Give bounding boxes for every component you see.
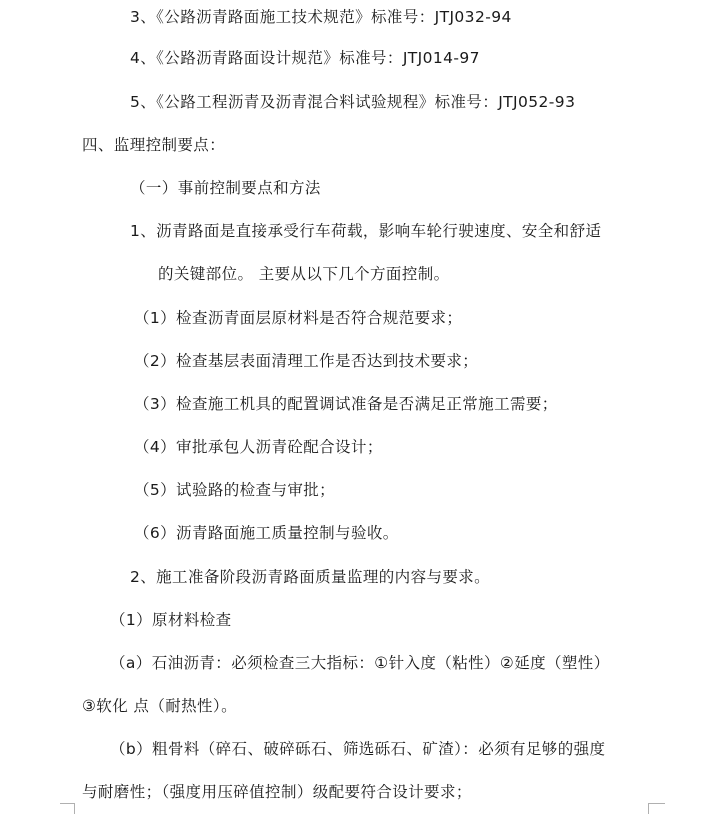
asphalt-item-line-2: ③软化 点（耐热性）。: [82, 697, 237, 715]
page-corner-mark-right: [648, 803, 665, 814]
aggregate-item-line-1: （b）粗骨料（碎石、破碎砾石、筛选砾石、矿渣）：必须有足够的强度: [110, 740, 606, 758]
section-heading: 四、监理控制要点：: [82, 136, 226, 154]
control-item-2: （2）检查基层表面清理工作是否达到技术要求；: [134, 352, 479, 370]
asphalt-item-line-1: （a）石油沥青：必须检查三大指标：①针入度（粘性）②延度（塑性）: [110, 654, 610, 672]
reference-item-4: 4、《公路沥青路面设计规范》标准号：JTJ014-97: [130, 49, 480, 67]
subsection-heading: （一）事前控制要点和方法: [130, 179, 321, 197]
control-item-3: （3）检查施工机具的配置调试准备是否满足正常施工需要；: [134, 395, 558, 413]
control-item-4: （4）审批承包人沥青砼配合设计；: [134, 438, 383, 456]
reference-item-5: 5、《公路工程沥青及沥青混合料试验规程》标准号：JTJ052-93: [130, 93, 576, 111]
reference-item-3: 3、《公路沥青路面施工技术规范》标准号：JTJ032-94: [130, 8, 512, 26]
control-item-5: （5）试验路的检查与审批；: [134, 481, 336, 499]
material-check-heading: （1）原材料检查: [110, 611, 232, 629]
paragraph-2-heading: 2、施工准备阶段沥青路面质量监理的内容与要求。: [130, 568, 491, 586]
control-item-6: （6）沥青路面施工质量控制与验收。: [134, 524, 399, 542]
aggregate-item-line-2: 与耐磨性；（强度用压碎值控制）级配要符合设计要求；: [82, 783, 472, 801]
paragraph-1-line-1: 1、沥青路面是直接承受行车荷载，影响车轮行驶速度、安全和舒适: [130, 222, 602, 240]
control-item-1: （1）检查沥青面层原材料是否符合规范要求；: [134, 309, 463, 327]
page-corner-mark-left: [60, 803, 75, 814]
paragraph-1-line-2: 的关键部位。 主要从以下几个方面控制。: [158, 265, 450, 283]
